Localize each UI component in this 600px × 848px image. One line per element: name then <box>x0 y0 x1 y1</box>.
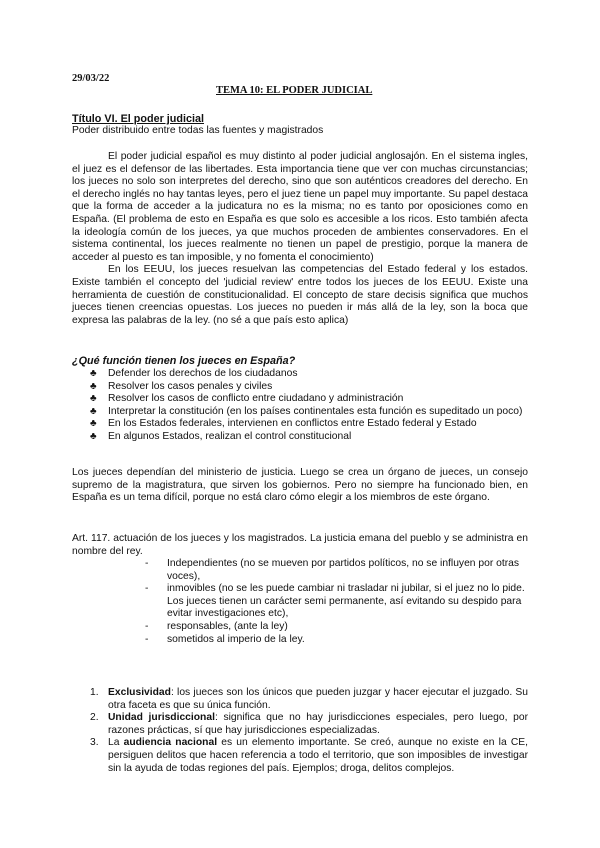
list-item: ♣ Defender los derechos de los ciudadanos <box>90 368 298 379</box>
paragraph-ministerio: Los jueces dependían del ministerio de justicia. Luego se crea un órgano de jueces, un consejo supremo de la magistratura, que sirven los gobiernos. Pero no siempre ha funcionado bien, en España es un tema difícil, porque no está claro cómo elegir a los miembros de este órgano. <box>72 467 528 504</box>
list-item: - Independientes (no se mueven por partidos políticos, no se influyen por otras voces), <box>145 558 520 582</box>
principle-term: audiencia nacional <box>123 737 218 749</box>
club-bullet-icon: ♣ <box>90 418 97 430</box>
principle-term: Exclusividad <box>108 687 171 698</box>
functions-list <box>72 368 528 444</box>
list-item: 1. Exclusividad: los jueces son los únicos que pueden juzgar y hacer ejecutar el juzgado. Su otra faceta es que su única función. <box>90 687 528 711</box>
list-item: - responsables, (ante la ley) <box>145 620 288 632</box>
club-bullet-icon: ♣ <box>90 405 97 417</box>
list-item: ♣ Interpretar la constitución (en los países continentales esta función es supeditado un poco) <box>90 405 523 417</box>
list-item: 2. Unidad jurisdiccional: significa que no hay jurisdicciones especiales, pero luego, por razones prácticas, sí que hay jurisdicciones especializadas. <box>90 712 528 736</box>
document-title: TEMA 10: EL PODER JUDICIAL <box>216 85 373 96</box>
dash-bullet: - <box>145 620 149 632</box>
dash-bullet: - <box>145 558 149 569</box>
club-bullet-icon: ♣ <box>90 368 97 379</box>
section-title: Título VI. El poder judicial <box>72 113 204 125</box>
list-number: 1. <box>90 687 99 698</box>
list-item: ♣ Resolver los casos de conflicto entre ciudadano y administración <box>90 393 404 405</box>
list-number: 2. <box>90 712 99 724</box>
list-item: ♣ En algunos Estados, realizan el control constitucional <box>90 430 352 442</box>
paragraph-eeuu: En los EEUU, los jueces resuelvan las competencias del Estado federal y los estados. Existe también el concepto del 'judicial review' entre todos los jueces de los EEUU. Existe una herramienta de cuestión de constitucionalidad. El concepto de stare decisis significa que muchos jueces tienen creencias opuestas. Los jueces no pueden ir más allá de la ley, son la boca que expresa las palabras de la ley. (no sé a que país esto aplica) <box>72 264 528 326</box>
club-bullet-icon: ♣ <box>90 393 97 405</box>
functions-heading: ¿Qué función tienen los jueces en España? <box>72 355 296 367</box>
list-number: 3. <box>90 737 99 749</box>
principles-list <box>90 687 528 775</box>
list-item: - inmovibles (no se les puede cambiar ni trasladar ni jubilar, si el juez no lo pide. Los jueces tienen un carácter semi permanente, así evitando su despido para evitar investigaciones etc), <box>145 583 525 620</box>
club-bullet-icon: ♣ <box>90 430 97 442</box>
club-bullet-icon: ♣ <box>90 380 97 392</box>
paragraph-art117: Art. 117. actuación de los jueces y los magistrados. La justicia emana del pueblo y se administra en nombre del rey. <box>72 533 528 557</box>
principle-term: Unidad jurisdiccional <box>108 712 215 724</box>
characteristics-list <box>143 558 528 646</box>
dash-bullet: - <box>145 583 149 595</box>
paragraph-sistema-ingles: El poder judicial español es muy distinto al poder judicial anglosajón. En el sistema ingles, el juez es el defensor de las libertades. Esta importancia tiene que ver con muchas circunstancias; los jueces no solo son interpretes del derecho, sino que son auténticos creadores del derecho. En el derecho inglés no hay tantas leyes, pero el juez tiene un papel muy importante. Su papel destaca que la forma de acceder a la judicatura no es la misma; no es tanto por oposiciones como en España. (El problema de esto en España es que solo es accesible a los ricos. Esto también afecta la ideología común de los jueces, ya que muchos proceden de ambientes conservadores. En el sistema continental, los jueces realmente no tienen un papel de prestigio, porque la manera de acceder al puesto es tan imposible, y no fomenta el conocimiento) <box>72 151 528 263</box>
document-date: 29/03/22 <box>72 73 110 84</box>
intro-paragraphs <box>72 151 528 327</box>
list-item: ♣ En los Estados federales, intervienen en conflictos entre Estado federal y Estado <box>90 418 477 430</box>
list-item: ♣ Resolver los casos penales y civiles <box>90 380 273 392</box>
dash-bullet: - <box>145 633 149 645</box>
section-subtitle: Poder distribuido entre todas las fuentes y magistrados <box>72 125 324 136</box>
list-item: - sometidos al imperio de la ley. <box>145 633 305 645</box>
list-item: 3. La audiencia nacional es un elemento importante. Se creó, aunque no existe en la CE, persiguen delitos que hacen referencia a todo el territorio, que son imposibles de investigar sin la ayuda de todas regiones del país. Ejemplos; droga, delitos complejos. <box>90 737 528 774</box>
